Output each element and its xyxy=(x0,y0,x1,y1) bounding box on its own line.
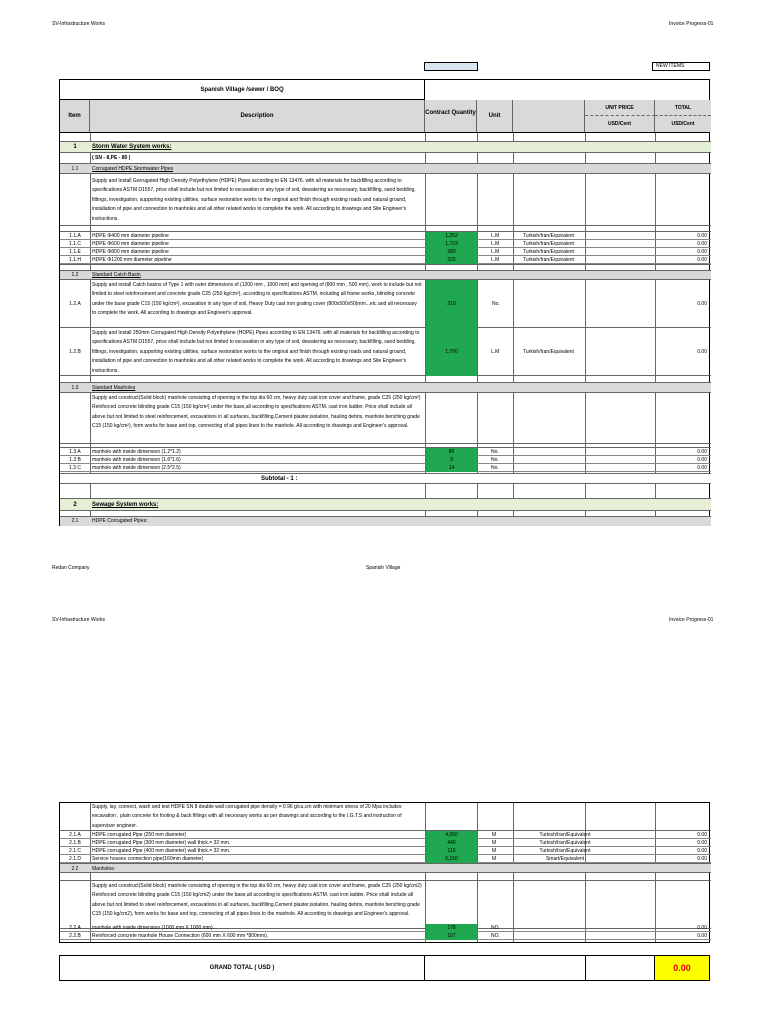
col-unit: Unit xyxy=(477,100,513,132)
row-total: 0.00 xyxy=(697,233,707,239)
item-1-2-b-total: 0.00 xyxy=(697,349,707,355)
row-description: HDPE corrugated Pipe (400 mm diameter) wall thick.= 32 mm. xyxy=(92,848,231,854)
section-1-row xyxy=(60,142,711,153)
row-description: HDPE Φ600 mm diameter pipeline xyxy=(92,241,169,247)
subsection-2-1-number: 2.1 xyxy=(71,518,79,524)
table-row xyxy=(60,456,711,464)
row-quantity: 9 xyxy=(426,456,477,464)
grand-total-label: GRAND TOTAL ( USD ) xyxy=(60,956,425,980)
row-quantity: 4,650 xyxy=(426,831,477,839)
row-description: HDPE Φ400 mm diameter pipeline xyxy=(92,233,169,239)
row-total: 0.00 xyxy=(697,465,707,471)
subsection-1-1-title: Corrugated HDPE Stormwater Pipes xyxy=(92,166,174,172)
item-1-2-b-origin: Turkish/Iran/Equivalent xyxy=(523,349,574,355)
item-1-2-a-number: 1.2.A xyxy=(69,301,81,307)
table-row xyxy=(60,232,711,240)
subsection-2-1-title: HDPE Corrugated Pipes: xyxy=(92,518,148,524)
col-unit-price: UNIT PRICE xyxy=(585,100,655,116)
row-description: manhole with inside dimension (1000 mm X 1000 mm). xyxy=(92,925,214,931)
row-description: manhole with inside dimension (1.2*1.2) xyxy=(92,449,181,455)
section-1-number: 1 xyxy=(73,144,77,150)
boq-table-page2 xyxy=(59,802,710,943)
row-quantity: 380 xyxy=(426,248,477,256)
subsection-1-2-row xyxy=(60,271,711,280)
table-row xyxy=(60,839,711,847)
subsection-1-3-title: Standard Manholes xyxy=(92,385,136,391)
row-description: manhole with inside dimension (1.6*1.6) xyxy=(92,457,181,463)
row-item-number: 2.2.B xyxy=(69,933,81,939)
section-2-title: Sewage System works: xyxy=(92,502,159,508)
row-quantity: 440 xyxy=(426,839,477,847)
row-unit: M xyxy=(492,848,497,854)
section-2-number: 2 xyxy=(73,502,77,508)
row-origin: Turkish/Iran/Equivalent xyxy=(539,848,591,854)
row-quantity: 110 xyxy=(426,847,477,855)
row-item-number: 2.2.A xyxy=(69,925,81,931)
subsection-1-3-row xyxy=(60,383,711,393)
row-item-number: 2.1.A xyxy=(69,832,81,838)
row-total: 0.00 xyxy=(697,832,707,838)
row-unit: NO. xyxy=(491,925,500,931)
row-item-number: 1.3 A xyxy=(69,449,81,455)
row-description: HDPE corrugated Pipe (250 mm diameter) xyxy=(92,832,187,838)
row-total: 0.00 xyxy=(697,925,707,931)
row-total: 0.00 xyxy=(697,449,707,455)
row-quantity: 107 xyxy=(426,932,477,940)
row-origin: Turkish/Iran/Equivalent xyxy=(523,233,574,239)
subsection-1-2-number: 1.2 xyxy=(71,272,79,278)
table-row xyxy=(60,464,711,472)
col-contract-quantity: Contract Quantity xyxy=(425,100,477,132)
row-unit: L.M xyxy=(491,249,500,255)
row-item-number: 1.3 C xyxy=(69,465,81,471)
row-item-number: 1.3 B xyxy=(69,457,81,463)
page2-header-left: SV-Infrastructure Works xyxy=(52,617,105,623)
row-unit: NO. xyxy=(491,933,500,939)
row-description: manhole with inside dimension (2.5*2.5) xyxy=(92,465,181,471)
row-unit: L.M xyxy=(491,241,500,247)
grand-total-row xyxy=(59,955,710,981)
row-description: Reinforced concrete manhole House Connection (600 mm X 600 mm *800mm). xyxy=(92,933,269,939)
row-item-number: 2.1.D xyxy=(69,856,81,862)
col-item: Item xyxy=(60,100,90,132)
row-quantity: 1,252 xyxy=(426,232,477,240)
row-origin: Turkish/Iran/Equivalent xyxy=(523,257,574,263)
section-2-row xyxy=(60,499,711,511)
subsection-1-3-number: 1.3 xyxy=(71,385,79,391)
subsection-2-2-number: 2.2 xyxy=(71,866,79,872)
subtotal-label: Subtotal - 1 : xyxy=(261,476,298,482)
row-quantity: 325 xyxy=(426,256,477,264)
row-quantity: 1,723 xyxy=(426,240,477,248)
item-1-2-a-description: Supply and install Catch basins of Type 1 with outer dimensions of (1200 mm , 1000 mm) and opening of (800 mm , 500 mm), work to include but not limited to steel reinforcement and concrete grade C25 (250 kg/cm²), according to specifications ASTM, including all frame works, blinding concrete under the base grade C15 (150 kg/cm²), excavation in any type of soil, Heavy Duty cast iron grating cover (800x500x50)mm...etc and all necessary to complete the work. All according to drawings and Engineer's approval. xyxy=(92,282,422,317)
footer-project: Spanish Village xyxy=(366,565,401,571)
col-total-currency: USD/Cent xyxy=(671,121,695,127)
subsection-1-2-title: Standard Catch Basin xyxy=(92,272,141,278)
row-item-number: 1.1.C xyxy=(69,241,81,247)
row-origin: Turkish/Iran/Equivalent xyxy=(523,249,574,255)
col-description: Description xyxy=(90,100,425,132)
table-row xyxy=(60,248,711,256)
row-total: 0.00 xyxy=(697,257,707,263)
subsection-2-1-items xyxy=(60,830,711,862)
table-row xyxy=(60,240,711,248)
row-origin: Turkish/Iran/Equivalent xyxy=(539,832,591,838)
table-row xyxy=(60,831,711,839)
row-quantity: 6,150 xyxy=(426,855,477,863)
item-1-2-a-row xyxy=(60,280,711,328)
col-origin-blank xyxy=(513,100,585,132)
item-1-2-a-total: 0.00 xyxy=(697,301,707,307)
subsection-2-1-description: Supply, lay, connect, wash and test HDPE SN 8 double wall corrugated pipe density = 0.96 g/cu.cm with minimum stress of 20 Mpa includes excavation , plain concrete for footing & back fillings with all necessary works as per drawings and according to the I.G.T.S and instruction of supervisor engineer. xyxy=(92,804,402,829)
row-origin: Turkish/Iran/Equivalent xyxy=(539,840,591,846)
item-1-2-b-quantity: 1,700 xyxy=(426,328,477,376)
row-unit: M xyxy=(492,856,497,862)
item-1-2-a-quantity: 210 xyxy=(426,280,477,328)
row-unit: M xyxy=(492,832,497,838)
subtotal-row xyxy=(60,473,711,484)
subsection-1-1-row xyxy=(60,163,711,174)
table-row xyxy=(60,847,711,855)
col-total: TOTAL xyxy=(655,100,711,116)
row-unit: M xyxy=(492,840,497,846)
item-1-2-a-unit: No. xyxy=(492,301,500,307)
subsection-1-1-description: Supply and Install Gorrugated High Density Polyethylene (HDPE) Pipes according to EN 13476. with all materials for backfilling according to specifications ASTM D1557, price shall include but not limited to excavation in any type of soil, dewatering as necessary, backfilling, sand bedding, fittings, investigation, supporting existing utilities, surface restoration works to the original and finish through existing roads and natural ground, installation of pipe and connection to manholes and all other related works to complete the work. All according to drawings and Site Engineer's instructions. xyxy=(92,178,416,222)
table-row xyxy=(60,932,711,940)
row-quantity: 80 xyxy=(426,448,477,456)
subsection-2-2-title: Manholes: xyxy=(92,866,116,872)
new-items-color-key xyxy=(424,62,478,71)
boq-header xyxy=(59,79,710,133)
row-origin: Smart/Equivalent xyxy=(545,856,585,862)
row-unit: No. xyxy=(491,457,499,463)
row-item-number: 1.1.E xyxy=(69,249,81,255)
row-item-number: 1.1.A xyxy=(69,233,81,239)
table-row xyxy=(60,855,711,863)
item-1-2-b-number: 1.2.B xyxy=(69,349,81,355)
section-1-subtitle: ( SN - 8,PE - 80 ) xyxy=(92,155,131,161)
footer-company: Redan Company xyxy=(52,565,90,571)
row-unit: L.M xyxy=(491,257,500,263)
subsection-2-2-description: Supply and construct(Solid block) manhole consisting of opening in the top dia 60 cm, heavy duty cast iron cover and frame, grade C25 (250 kg/cm2) Reinforced concrete blinding grade C15 (150 kg/cm2) under the base,all according to specifications ASTM. cast iron ladder. Price shall include all above but not limited to steel reinforcement, excavations in all surfaces, backfilling,Cement plaster,isolation, hauling debris, manhole benching grade C15 (150 kg/cm2), form works for base and top, connecting of all pipes lines to the manhole. All according to drawings and Engineer's approval. xyxy=(92,883,422,918)
row-total: 0.00 xyxy=(697,457,707,463)
subsection-1-3-description: Supply and construct(Solid block) manhole consisting of opening in the top dia 60 cm, heavy duty cast iron cover and frame, grade C25 (250 kg/cm²) Reinforced concrete blinding grade C15 (150 kg/cm²) under the base,all according to specifications ASTM. cast iron ladder. Price shall include all above but not limited to steel reinforcement, excavations in all surfaces, backfilling,Cement plaster,isolation, hauling debris, manhole benching grade C15 (150 kg/cm²), form works for base and top, connecting of all pipes lines to the manhole. All according to drawings and Engineer's approval. xyxy=(92,395,421,430)
item-1-2-b-row xyxy=(60,328,711,376)
row-unit: No. xyxy=(491,449,499,455)
row-description: HDPE Φ1200 mm diameter pipeline xyxy=(92,257,172,263)
boq-table-page1 xyxy=(59,133,710,526)
page-header-left: SV-Infrastructure Works xyxy=(52,21,105,27)
row-total: 0.00 xyxy=(697,933,707,939)
grand-total-value: 0.00 xyxy=(654,956,709,980)
row-total: 0.00 xyxy=(697,856,707,862)
subsection-2-2-row xyxy=(60,863,711,873)
new-items-label: NEW ITEMS xyxy=(652,62,710,71)
row-item-number: 2.1.B xyxy=(69,840,81,846)
row-total: 0.00 xyxy=(697,840,707,846)
col-unit-price-currency: USD/Cent xyxy=(585,116,655,132)
subsection-2-1-row xyxy=(60,517,711,526)
row-description: Service houses connection pipe(160mm diameter) xyxy=(92,856,204,862)
row-item-number: 1.1.H xyxy=(69,257,81,263)
item-1-2-b-description: Supply and Install 250mm Corrugated High Density Polyethylene (HDPE) Pipes according to EN 13476. with all materials for backfilling according to specifications ASTM D1557, price shall include but not limited to excavation in any type of soil, dewatering as necessary, backfilling, sand bedding, fittings, investigation, supporting existing utilities, surface restoration works to the original and finish through existing roads and natural ground, installation of pipe and connection to manholes and all other related works to complete the work. All according to drawings and Site Engineer's instructions. xyxy=(92,330,420,374)
row-unit: No. xyxy=(491,465,499,471)
row-total: 0.00 xyxy=(697,241,707,247)
row-unit: L.M xyxy=(491,233,500,239)
row-quantity: 14 xyxy=(426,464,477,472)
table-row xyxy=(60,448,711,456)
row-item-number: 2.1.C xyxy=(69,848,81,854)
row-description: HDPE Φ800 mm diameter pipeline xyxy=(92,249,169,255)
page-header-right: Invoice Progress-01 xyxy=(669,21,714,27)
subsection-1-1-number: 1.1 xyxy=(71,166,79,172)
row-quantity: 178 xyxy=(426,924,477,932)
table-row xyxy=(60,256,711,264)
row-total: 0.00 xyxy=(697,848,707,854)
page2-header-right: Invoice Progress-01 xyxy=(669,617,714,623)
row-description: HDPE corrugated Pipe (300 mm diameter) wall thick.= 32 mm. xyxy=(92,840,231,846)
boq-title: Spanish Village /sewer / BOQ xyxy=(60,80,425,100)
section-1-title: Storm Water System works: xyxy=(92,144,172,150)
row-origin: Turkish/Iran/Equivalent xyxy=(523,241,574,247)
table-row xyxy=(60,924,711,932)
row-total: 0.00 xyxy=(697,249,707,255)
item-1-2-b-unit: L.M xyxy=(491,349,500,355)
